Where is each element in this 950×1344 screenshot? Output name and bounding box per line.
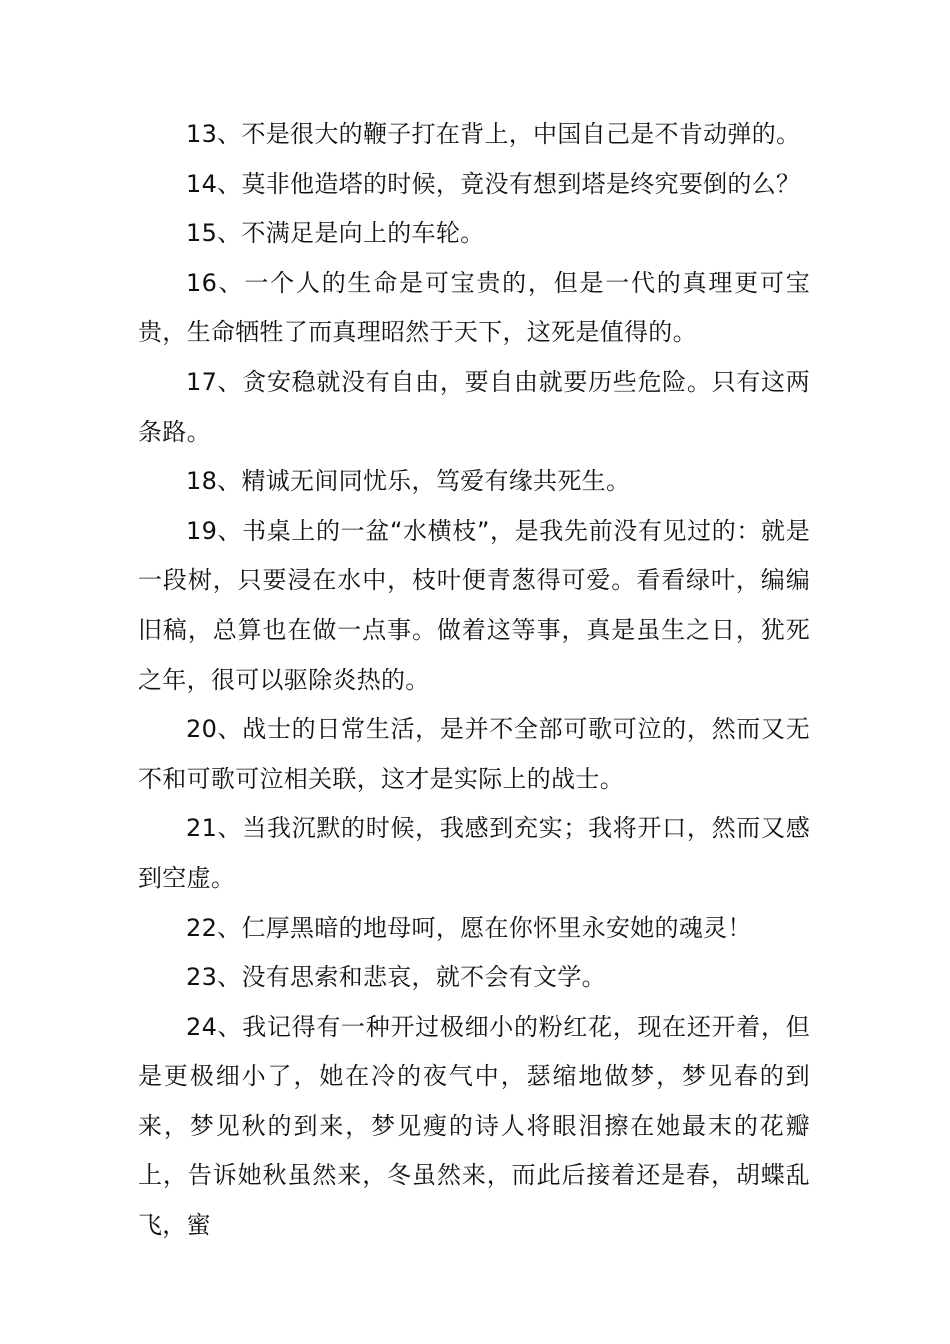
document-page <box>138 110 810 1251</box>
quote-paragraph-22: 22、仁厚黑暗的地母呵，愿在你怀里永安她的魂灵！ <box>186 913 752 942</box>
quote-paragraph-19: 19、书桌上的一盆“水横枝”，是我先前没有见过的：就是一段树，只要浸在水中，枝叶便青葱得可爱。看看绿叶，编编旧稿，总算也在做一点事。做着这等事，真是虽生之日，犹死之年，很可以驱除炎热的。 <box>138 516 810 694</box>
quote-paragraph-13: 13、不是很大的鞭子打在背上，中国自己是不肯动弹的。 <box>186 120 801 148</box>
quote-paragraph-17: 17、贪安稳就没有自由，要自由就要历些危险。只有这两条路。 <box>138 367 810 446</box>
quote-paragraph-20: 20、战士的日常生活，是并不全部可歌可泣的，然而又无不和可歌可泣相关联，这才是实际上的战士。 <box>138 715 810 793</box>
quote-paragraph-23: 23、没有思索和悲哀，就不会有文学。 <box>186 963 606 992</box>
quote-paragraph-15: 15、不满足是向上的车轮。 <box>186 219 485 248</box>
quote-paragraph-18: 18、精诚无间同忧乐，笃爱有缘共死生。 <box>186 467 631 496</box>
quote-paragraph-21: 21、当我沉默的时候，我感到充实；我将开口，然而又感到空虚。 <box>138 814 810 892</box>
quote-paragraph-16: 16、一个人的生命是可宝贵的，但是一代的真理更可宝贵，生命牺牲了而真理昭然于天下，这死是值得的。 <box>138 268 810 347</box>
quote-paragraph-24: 24、我记得有一种开过极细小的粉红花，现在还开着，但是更极细小了，她在冷的夜气中，瑟缩地做梦，梦见春的到来，梦见秋的到来，梦见瘦的诗人将眼泪擦在她最末的花瓣上，告诉她秋虽然来，冬虽然来，而此后接着还是春，胡蝶乱飞，蜜 <box>138 1012 810 1240</box>
quote-paragraph-14: 14、莫非他造塔的时候，竟没有想到塔是终究要倒的么？ <box>186 169 801 198</box>
